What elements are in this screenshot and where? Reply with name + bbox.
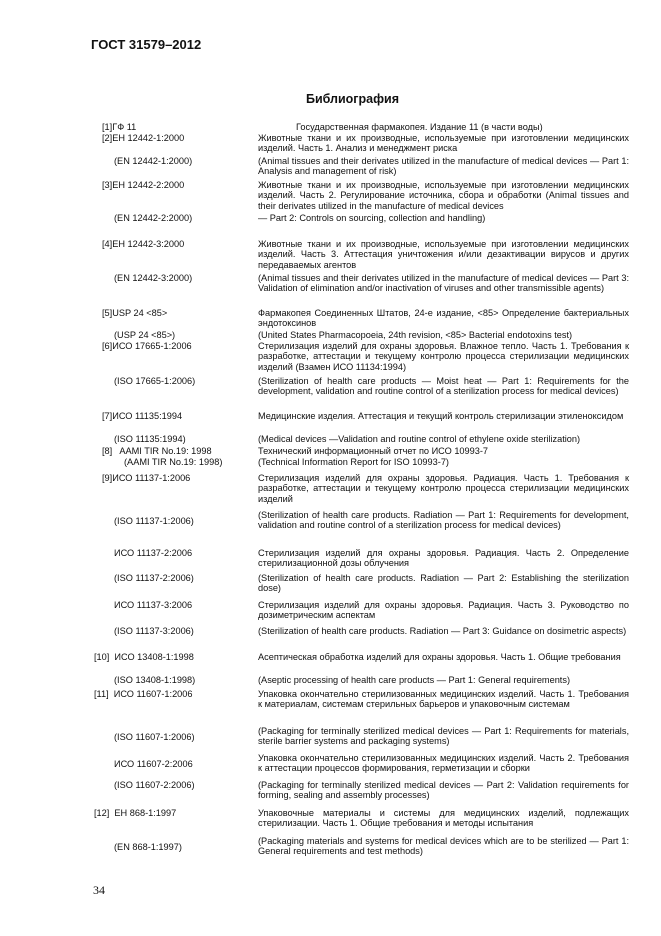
entry-ref: (ISO 11137-3:2006) xyxy=(114,626,194,636)
entry-ref: (ISO 11137-1:2006) xyxy=(114,516,194,526)
entry-ref: (ISO 11137-2:2006) xyxy=(114,573,194,583)
entry-ref: (ISO 11607-1:2006) xyxy=(114,732,195,742)
entry-ref: (ISO 11135:1994) xyxy=(114,434,186,444)
entry-ref: [3]ЕН 12442-2:2000 xyxy=(102,180,185,190)
entry-ref: [10] ИСО 13408-1:1998 xyxy=(94,652,194,662)
entry-ref: [5]USP 24 <85> xyxy=(102,308,168,318)
entry-ref: [11] ИСО 11607-1:2006 xyxy=(94,689,193,699)
entry-text: Государственная фармакопея. Издание 11 (в части воды) xyxy=(296,122,543,132)
entry-ref: (EN 12442-1:2000) xyxy=(114,156,193,166)
entry-text: Технический информационный отчет по ИСО 10993-7 xyxy=(258,446,489,456)
entry-text: Упаковочные материалы и системы для медицинских изделий, подлежащих стерилизации. Часть 1. Общие требования и методы испытания xyxy=(258,808,629,829)
entry-text: Фармакопея Соединенных Штатов, 24-е издание, <85> Определение бактериальных эндотоксинов xyxy=(258,308,629,329)
entry-ref: (AAMI TIR No.19: 1998) xyxy=(124,457,223,467)
entry-text: — Part 2: Controls on sourcing, collection and handling) xyxy=(258,213,486,223)
entry-text: Асептическая обработка изделий для охраны здоровья. Часть 1. Общие требования xyxy=(258,652,621,662)
entry-text: Стерилизация изделий для охраны здоровья. Радиация. Часть 2. Определение стерилизационной дозы облучения xyxy=(258,548,629,569)
entry-text: Животные ткани и их производные, используемые при изготовлении медицинских изделий. Часть 3. Аттестация уничтожения и/или дезактивации вирусов и других передаваемых агентов xyxy=(258,239,629,270)
entry-text: Упаковка окончательно стерилизованных медицинских изделий. Часть 1. Требования к материалам, системам стерильных барьеров и упаковочным системам xyxy=(258,689,629,710)
entry-text: (Sterilization of health care products. Radiation — Part 3: Guidance on dosimetric aspects) xyxy=(258,626,627,636)
entry-ref: ИСО 11137-3:2006 xyxy=(114,600,193,610)
bibliography-title: Библиография xyxy=(305,92,400,106)
entry-text: (Sterilization of health care products. Radiation — Part 2: Establishing the sterilization dose) xyxy=(258,573,629,594)
entry-text: Стерилизация изделий для охраны здоровья. Радиация. Часть 3. Руководство по дозиметрическим аспектам xyxy=(258,600,629,621)
entry-ref: (EN 12442-3:2000) xyxy=(114,273,193,283)
entry-text: Стерилизация изделий для охраны здоровья. Радиация. Часть 1. Требования к разработке, аттестации и текущему контролю процесса стерилизации медицинских изделий xyxy=(258,473,629,504)
entry-ref: (EN 12442-2:2000) xyxy=(114,213,193,223)
entry-ref: [9]ИСО 11137-1:2006 xyxy=(102,473,191,483)
entry-text: Медицинские изделия. Аттестация и текущий контроль стерилизации этиленоксидом xyxy=(258,411,624,421)
entry-ref: [1]ГФ 11 xyxy=(102,122,137,132)
page-number: 34 xyxy=(93,883,105,897)
entry-ref: [8] AAMI TIR No.19: 1998 xyxy=(102,446,212,456)
entry-ref: ИСО 11137-2:2006 xyxy=(114,548,193,558)
entry-text: (Aseptic processing of health care products — Part 1: General requirements) xyxy=(258,675,571,685)
entry-text: (Medical devices —Validation and routine control of ethylene oxide sterilization) xyxy=(258,434,581,444)
standard-header: ГОСТ 31579–2012 xyxy=(91,37,202,52)
entry-ref: (ISO 11607-2:2006) xyxy=(114,780,195,790)
entry-text: (Sterilization of health care products — Moist heat — Part 1: Requirements for the development, validation and routine control of a sterilization process for medical devices) xyxy=(258,376,629,397)
entry-ref: [6]ИСО 17665-1:2006 xyxy=(102,341,192,351)
entry-ref: (EN 868-1:1997) xyxy=(114,842,182,852)
entry-ref: (USP 24 <85>) xyxy=(114,330,176,340)
entry-text: Упаковка окончательно стерилизованных медицинских изделий. Часть 2. Требования к аттестации процессов формирования, герметизации и сборки xyxy=(258,753,629,774)
entry-text: (Sterilization of health care products. Radiation — Part 1: Requirements for development, validation and routine control of a sterilization process for medical devices) xyxy=(258,510,629,531)
entry-ref: [4]ЕН 12442-3:2000 xyxy=(102,239,185,249)
entry-text: (Packaging for terminally sterilized medical devices — Part 2: Validation requirements for forming, sealing and assembly processes) xyxy=(258,780,629,801)
entry-ref: (ISO 17665-1:2006) xyxy=(114,376,196,386)
entry-text: (Animal tissues and their derivates utilized in the manufacture of medical devices — Part 3: Validation of elimination and/or inactivation of viruses and other transmissible agents) xyxy=(258,273,629,294)
entry-ref: (ISO 13408-1:1998) xyxy=(114,675,196,685)
entry-ref: [12] ЕН 868-1:1997 xyxy=(94,808,177,818)
entry-text: Животные ткани и их производные, используемые при изготовлении медицинских изделий. Часть 2. Регулирование источника, сбора и обработки (Animal tissues and their derivates utilized in the manufacture of medical devices xyxy=(258,180,629,211)
entry-text: (Packaging materials and systems for medical devices which are to be sterilized — Part 1: General requirements and test methods) xyxy=(258,836,629,857)
entry-text: (Animal tissues and their derivates utilized in the manufacture of medical devices — Part 1: Analysis and management of risk) xyxy=(258,156,629,177)
entry-ref: ИСО 11607-2:2006 xyxy=(114,759,193,769)
entry-text: (Packaging for terminally sterilized medical devices — Part 1: Requirements for materials, sterile barrier systems and packaging systems) xyxy=(258,726,629,747)
entry-text: (Technical Information Report for ISO 10993-7) xyxy=(258,457,449,467)
entry-ref: [7]ИСО 11135:1994 xyxy=(102,411,183,421)
entry-text: Стерилизация изделий для охраны здоровья. Влажное тепло. Часть 1. Требования к разработке, аттестации и текущему контролю процесса стерилизации медицинских изделий (Взамен ИСО 11134:1994) xyxy=(258,341,629,372)
entry-ref: [2]ЕН 12442-1:2000 xyxy=(102,133,185,143)
entry-text: Животные ткани и их производные, используемые при изготовлении медицинских изделий. Часть 1. Анализ и менеджмент риска xyxy=(258,133,629,154)
entry-text: (United States Pharmacopoeia, 24th revision, <85> Bacterial endotoxins test) xyxy=(258,330,573,340)
